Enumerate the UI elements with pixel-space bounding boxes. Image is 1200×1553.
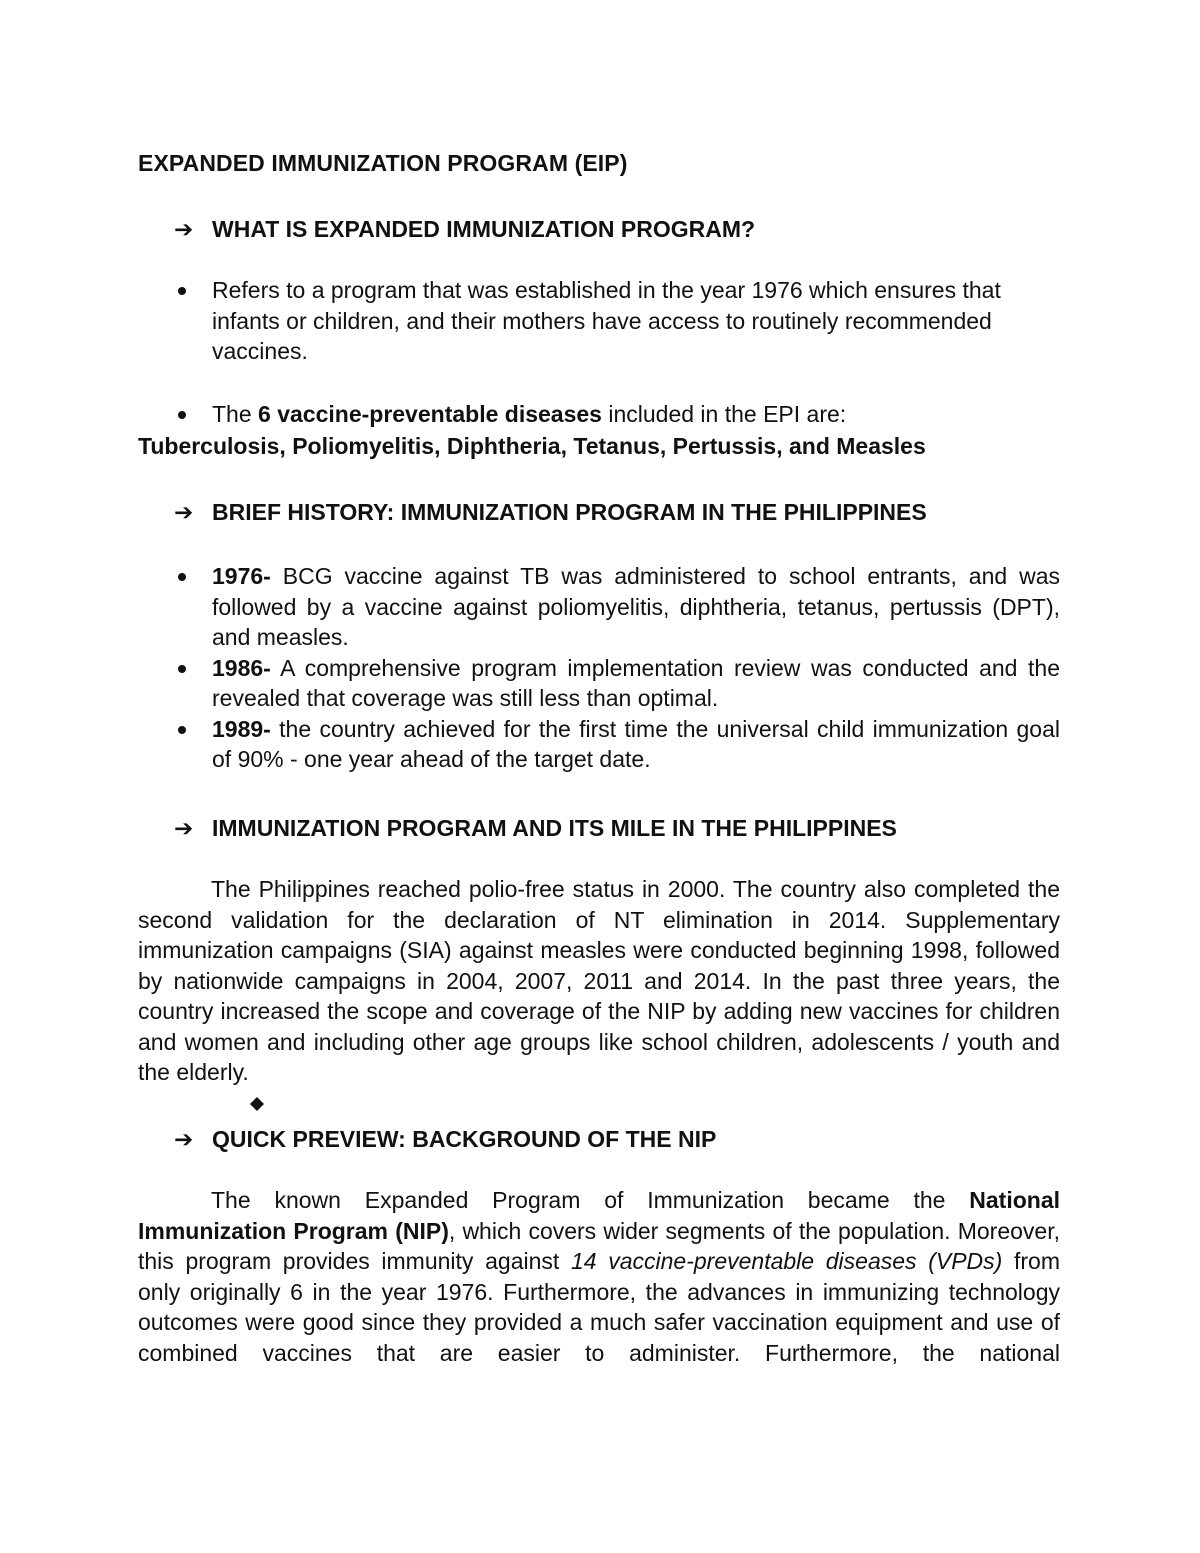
milestones-paragraph: The Philippines reached polio-free status in 2000. The country also completed the second validation for the declaration of NT elimination in 2014. Supplementary immunization campaigns (SIA) against measles were conducted beginning 1998, followed by nationwide campaigns in 2004, 2007, 2011 and 2014. In the past three years, the country increased the scope and coverage of the NIP by adding new vaccines for children and women and including other age groups like school children, adolescents / youth and the elderly. xyxy=(138,876,1060,1085)
arrow-right-icon: ➔ xyxy=(174,216,194,242)
what-is-bullet-list xyxy=(174,275,1060,367)
quick-preview-text-3: from only originally 6 in the year 1976. Furthermore, the advances in immunizing technology outcomes were good since they provided a much safer vaccination equipment and use of combined vaccines that are easier to administer. Furthermore, the national xyxy=(138,1248,1061,1366)
quick-preview-text-1: The known Expanded Program of Immunization became the xyxy=(211,1187,970,1213)
arrow-right-icon: ➔ xyxy=(174,499,194,525)
arrow-right-icon: ➔ xyxy=(174,815,194,841)
heading-what-is xyxy=(174,214,755,245)
list-item xyxy=(174,561,1060,653)
bullet-icon xyxy=(178,411,186,419)
history-bullet-list xyxy=(174,561,1060,775)
history-text: A comprehensive program implementation review was conducted and the revealed that coverage was still less than optimal. xyxy=(212,654,1060,711)
vpd-italic-term: 14 vaccine-preventable diseases (VPDs) xyxy=(570,1248,1003,1274)
list-item xyxy=(174,399,1060,430)
bullet-icon xyxy=(178,726,186,734)
diamond-bullet-icon xyxy=(249,1096,265,1112)
list-item xyxy=(174,275,1060,367)
nip-bold-term: National Immunization Program (NIP) xyxy=(138,1187,1060,1244)
diseases-bullet-list xyxy=(174,399,1060,430)
bullet-icon xyxy=(178,665,186,673)
history-year: 1976- xyxy=(212,563,271,589)
diseases-intro-prefix: The xyxy=(212,401,259,427)
heading-what-is-text: WHAT IS EXPANDED IMMUNIZATION PROGRAM? xyxy=(212,216,756,242)
heading-quick-preview xyxy=(174,1124,716,1155)
heading-brief-history xyxy=(174,497,927,528)
heading-quick-preview-text: QUICK PREVIEW: BACKGROUND OF THE NIP xyxy=(212,1126,717,1152)
heading-brief-history-text: BRIEF HISTORY: IMMUNIZATION PROGRAM IN THE PHILIPPINES xyxy=(212,499,927,525)
document-title: EXPANDED IMMUNIZATION PROGRAM (EIP) xyxy=(138,150,628,176)
arrow-right-icon: ➔ xyxy=(174,1126,194,1152)
list-item xyxy=(174,714,1060,775)
diseases-intro-suffix: included in the EPI are: xyxy=(601,401,847,427)
history-year: 1989- xyxy=(212,715,271,742)
history-year: 1986- xyxy=(212,654,271,681)
heading-milestones-text: IMMUNIZATION PROGRAM AND ITS MILE IN THE PHILIPPINES xyxy=(212,815,897,841)
diseases-line: Tuberculosis, Poliomyelitis, Diphtheria, Tetanus, Pertussis, and Measles xyxy=(138,433,926,459)
list-item xyxy=(174,653,1060,714)
history-text: the country achieved for the first time the universal child immunization goal of 90% - one year ahead of the target date. xyxy=(212,715,1060,772)
bullet-icon xyxy=(178,287,186,295)
heading-milestones xyxy=(174,813,897,844)
quick-preview-text-2: , which covers wider segments of the population. Moreover, this program provides immunity against xyxy=(138,1217,1060,1274)
history-text: BCG vaccine against TB was administered to school entrants, and was followed by a vaccine against poliomyelitis, diphtheria, tetanus, pertussis (DPT), and measles. xyxy=(212,563,1060,650)
what-is-definition: Refers to a program that was established in the year 1976 which ensures that infants or children, and their mothers have access to routinely recommended vaccines. xyxy=(212,277,1001,364)
quick-preview-paragraph xyxy=(138,1185,1060,1368)
diseases-intro-bold: 6 vaccine-preventable diseases xyxy=(258,401,602,427)
bullet-icon xyxy=(178,573,186,581)
